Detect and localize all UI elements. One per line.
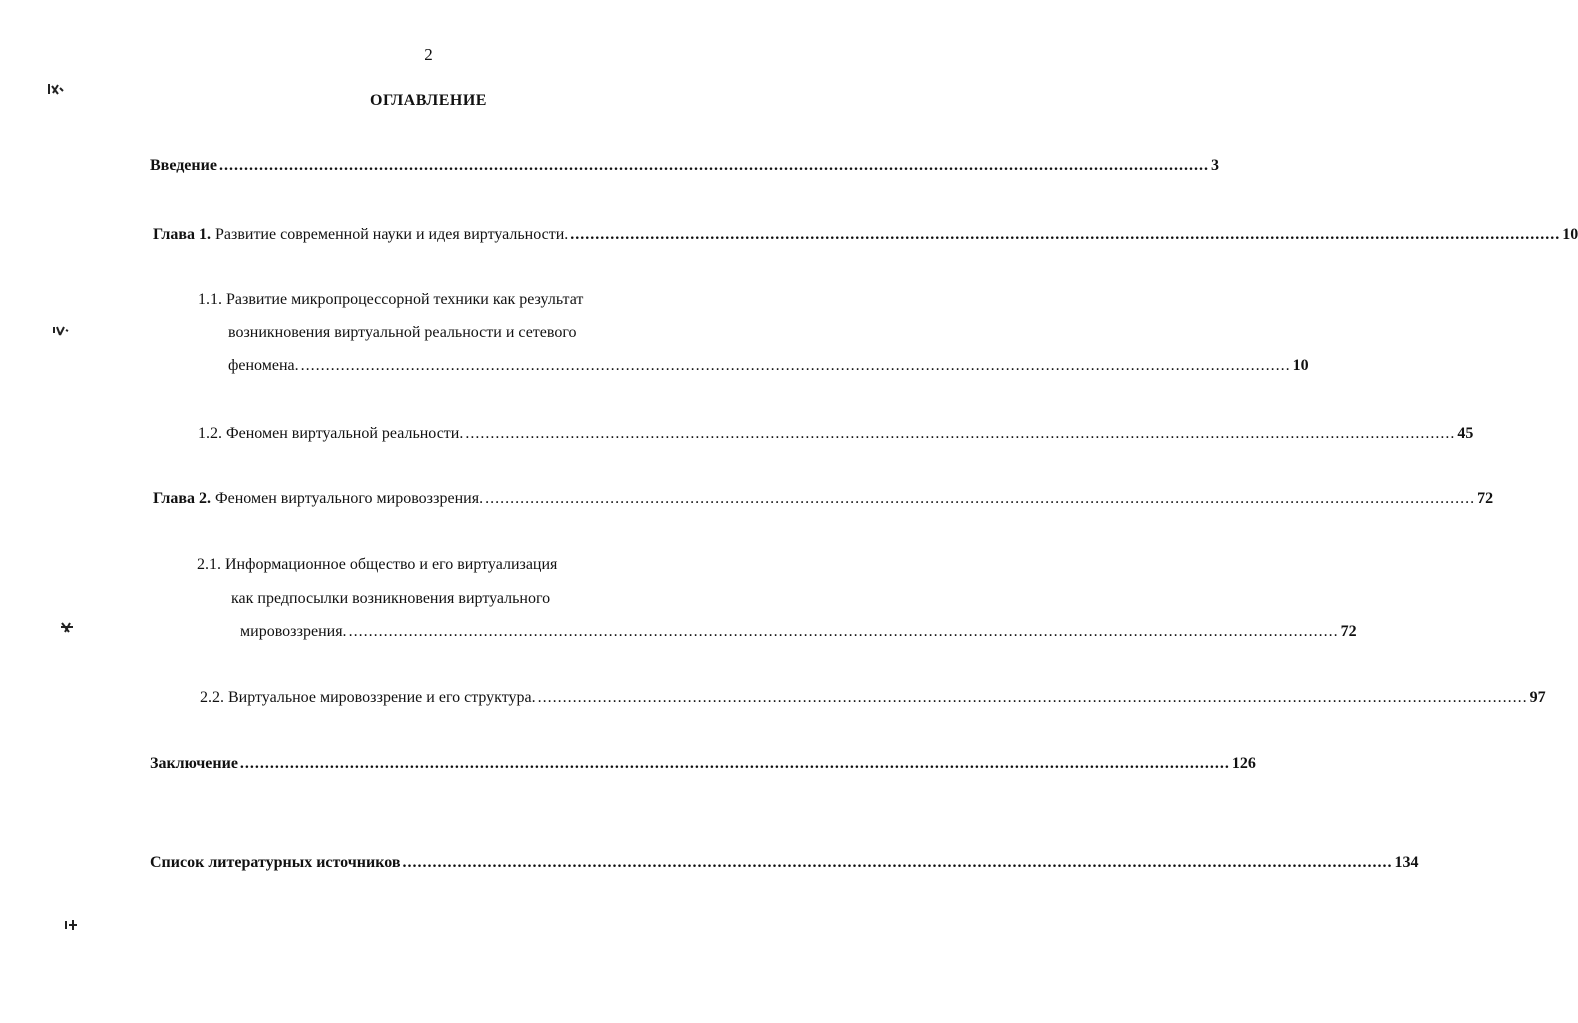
toc-entry-chapter-1[interactable] bbox=[153, 225, 1578, 245]
toc-leader: ...................................................................................................................................................................................................... bbox=[485, 490, 1476, 507]
toc-label: 2.2. Виртуальное мировоззрение и его структура. bbox=[200, 689, 536, 706]
toc-page: 45 bbox=[1457, 425, 1474, 442]
toc-entry-1-2[interactable] bbox=[198, 424, 1474, 444]
toc-entry-1-1-line1[interactable]: 1.1. Развитие микропроцессорной техники как результат bbox=[198, 291, 584, 308]
scan-mark-icon bbox=[63, 917, 81, 933]
toc-page: 3 bbox=[1210, 157, 1219, 174]
page-number: 2 bbox=[424, 45, 433, 64]
toc-label: Заключение bbox=[150, 755, 238, 772]
toc-label: Феномен виртуального мировоззрения. bbox=[215, 490, 484, 507]
toc-entry-chapter-2[interactable] bbox=[153, 489, 1494, 509]
toc-label: феномена. bbox=[228, 357, 299, 374]
toc-entry-2-1-line1[interactable]: 2.1. Информационное общество и его виртуализация bbox=[197, 556, 558, 573]
toc-entry-2-1-line2: как предпосылки возникновения виртуального bbox=[231, 590, 551, 607]
scan-mark-icon bbox=[46, 82, 66, 98]
scan-mark-icon bbox=[51, 323, 71, 339]
toc-entry-bibliography[interactable] bbox=[150, 853, 1419, 873]
toc-page: 72 bbox=[1477, 490, 1494, 507]
page-title: ОГЛАВЛЕНИЕ bbox=[370, 92, 487, 109]
toc-label: 1.2. Феномен виртуальной реальности. bbox=[198, 425, 464, 442]
toc-leader: ...................................................................................................................................................................................................... bbox=[348, 623, 1339, 640]
toc-chapter-prefix: Глава 2. bbox=[153, 490, 211, 507]
toc-page: 97 bbox=[1529, 689, 1546, 706]
toc-leader: ...................................................................................................................................................................................................... bbox=[537, 689, 1528, 706]
toc-page: 126 bbox=[1231, 755, 1256, 772]
toc-page: 10 bbox=[1562, 226, 1578, 243]
toc-label: Развитие современной науки и идея виртуальности. bbox=[215, 226, 569, 243]
toc-entry-conclusion[interactable] bbox=[150, 754, 1256, 774]
toc-page: 72 bbox=[1340, 623, 1357, 640]
toc-leader: ...................................................................................................................................................................................................... bbox=[465, 425, 1456, 442]
toc-page: 134 bbox=[1394, 854, 1419, 871]
toc-leader: ...................................................................................................................................................................................................... bbox=[239, 755, 1230, 772]
toc-leader: ...................................................................................................................................................................................................... bbox=[570, 226, 1561, 243]
toc-leader: ...................................................................................................................................................................................................... bbox=[402, 854, 1393, 871]
toc-entry-intro[interactable] bbox=[150, 156, 1219, 176]
toc-page: 10 bbox=[1292, 357, 1309, 374]
toc-entry-1-1-line3[interactable] bbox=[228, 356, 1309, 376]
toc-entry-2-2[interactable] bbox=[200, 688, 1546, 708]
toc-label: Список литературных источников bbox=[150, 854, 401, 871]
toc-chapter-prefix: Глава 1. bbox=[153, 226, 211, 243]
toc-label: Введение bbox=[150, 157, 217, 174]
toc-leader: ...................................................................................................................................................................................................... bbox=[300, 357, 1291, 374]
toc-leader: ...................................................................................................................................................................................................... bbox=[218, 157, 1209, 174]
toc-entry-1-1-line2: возникновения виртуальной реальности и сетевого bbox=[228, 324, 577, 341]
toc-entry-2-1-line3[interactable] bbox=[240, 622, 1357, 642]
toc-label: мировоззрения. bbox=[240, 623, 347, 640]
scan-mark-icon bbox=[59, 620, 77, 636]
